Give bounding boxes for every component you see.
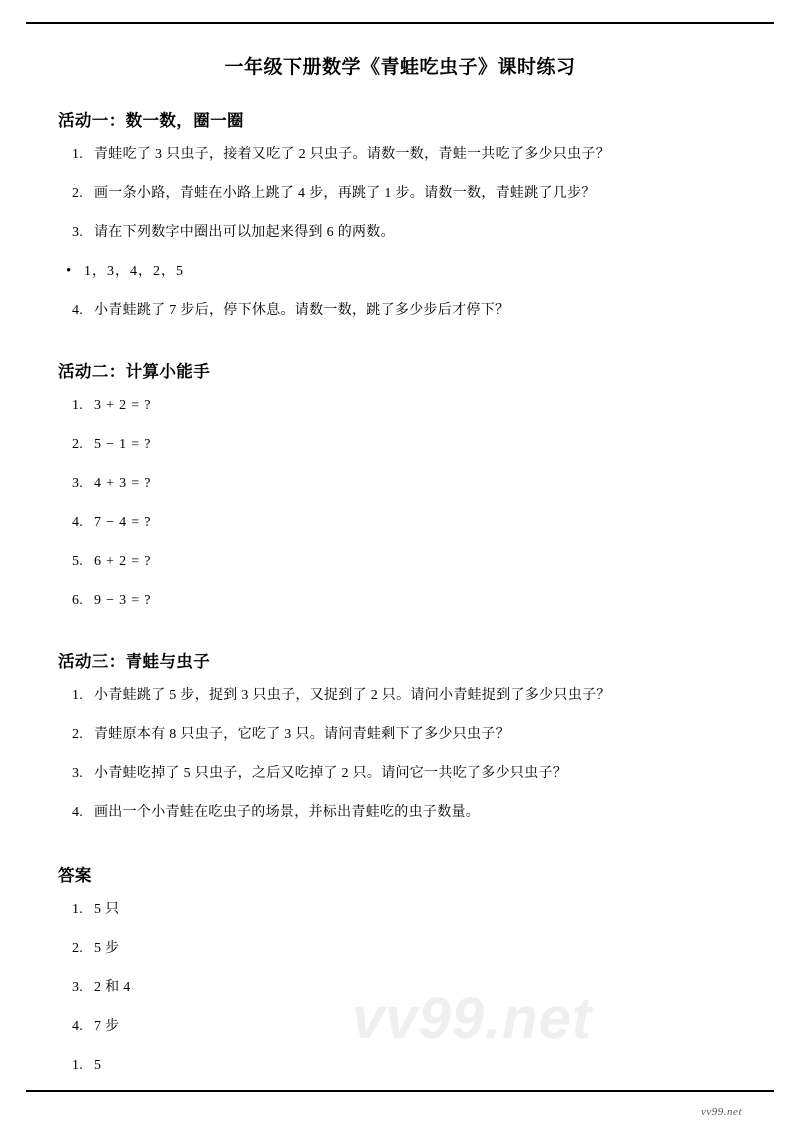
- list-item: [58, 425, 742, 464]
- list-item: [58, 968, 742, 1007]
- list-item: [58, 754, 742, 793]
- item-text: 4 + 3 = ?: [94, 476, 152, 491]
- item-number: 1.: [72, 688, 84, 703]
- bullet-list-item-numbers: [58, 252, 742, 291]
- item-text: 请在下列数字中圈出可以加起来得到 6 的两数。: [94, 225, 395, 240]
- list-item: [58, 676, 742, 715]
- question-list-activity-1-continued: [58, 291, 742, 330]
- footer-divider: [26, 1090, 774, 1092]
- item-number: 3.: [72, 980, 84, 995]
- section-heading-activity-1: 活动一：数一数，圈一圈: [58, 111, 244, 130]
- list-item: [58, 291, 742, 330]
- bullet-dot-icon: •: [66, 263, 73, 279]
- list-item: [58, 542, 742, 581]
- section-heading-activity-3: 活动三：青蛙与虫子: [58, 652, 211, 671]
- item-number: 4.: [72, 303, 84, 318]
- item-number: 4.: [72, 1019, 84, 1034]
- page-title: 一年级下册数学《青蛙吃虫子》课时练习: [224, 57, 576, 78]
- item-text: 小青蛙跳了 7 步后，停下休息。请数一数，跳了多少步后才停下？: [94, 303, 510, 318]
- item-number: 2.: [72, 186, 84, 201]
- list-item: [58, 890, 742, 929]
- item-text: 7 − 4 = ?: [94, 515, 152, 530]
- question-list-activity-3: [58, 676, 742, 832]
- bullet-text: 1，3，4，2，5: [84, 264, 184, 279]
- item-number: 4.: [72, 805, 84, 820]
- item-number: 1.: [72, 398, 84, 413]
- item-number: 1.: [72, 147, 84, 162]
- item-number: 3.: [72, 766, 84, 781]
- list-item: [58, 1007, 742, 1046]
- item-text: 9 − 3 = ?: [94, 593, 152, 608]
- item-number: 6.: [72, 593, 84, 608]
- item-text: 画出一个小青蛙在吃虫子的场景，并标出青蛙吃的虫子数量。: [94, 805, 481, 820]
- list-item: [58, 213, 742, 252]
- item-text: 2 和 4: [94, 980, 131, 995]
- list-item: [58, 386, 742, 425]
- answer-list: [58, 890, 742, 1085]
- header-divider: [26, 22, 774, 24]
- item-number: 2.: [72, 437, 84, 452]
- item-text: 5: [94, 1058, 102, 1073]
- item-text: 小青蛙吃掉了 5 只虫子，之后又吃掉了 2 只。请问它一共吃了多少只虫子？: [94, 766, 568, 781]
- item-text: 5 步: [94, 941, 120, 956]
- list-item: [58, 581, 742, 620]
- item-number: 1.: [72, 1058, 84, 1073]
- item-text: 7 步: [94, 1019, 120, 1034]
- item-text: 3 + 2 = ?: [94, 398, 152, 413]
- section-heading-activity-2: 活动二：计算小能手: [58, 362, 211, 381]
- item-number: 4.: [72, 515, 84, 530]
- list-item: [58, 715, 742, 754]
- item-number: 3.: [72, 476, 84, 491]
- watermark: vv99.net: [352, 986, 593, 1051]
- item-text: 小青蛙跳了 5 步，捉到 3 只虫子，又捉到了 2 只。请问小青蛙捉到了多少只虫子？: [94, 688, 611, 703]
- question-list-activity-2: [58, 386, 742, 620]
- list-item: [58, 464, 742, 503]
- item-text: 6 + 2 = ?: [94, 554, 152, 569]
- list-item: [58, 135, 742, 174]
- question-list-activity-1: [58, 135, 742, 252]
- list-item: [58, 929, 742, 968]
- section-heading-answers: 答案: [58, 866, 92, 885]
- item-number: 1.: [72, 902, 84, 917]
- item-number: 2.: [72, 727, 84, 742]
- item-text: 画一条小路，青蛙在小路上跳了 4 步，再跳了 1 步。请数一数，青蛙跳了几步？: [94, 186, 596, 201]
- list-item: [58, 174, 742, 213]
- item-text: 5 − 1 = ?: [94, 437, 152, 452]
- item-number: 2.: [72, 941, 84, 956]
- list-item: [58, 503, 742, 542]
- list-item: [58, 793, 742, 832]
- item-number: 3.: [72, 225, 84, 240]
- item-number: 5.: [72, 554, 84, 569]
- item-text: 青蛙原本有 8 只虫子，它吃了 3 只。请问青蛙剩下了多少只虫子？: [94, 727, 510, 742]
- item-text: 青蛙吃了 3 只虫子，接着又吃了 2 只虫子。请数一数，青蛙一共吃了多少只虫子？: [94, 147, 610, 162]
- footer-note: vv99.net: [701, 1106, 742, 1118]
- list-item: [58, 1046, 742, 1085]
- item-text: 5 只: [94, 902, 120, 917]
